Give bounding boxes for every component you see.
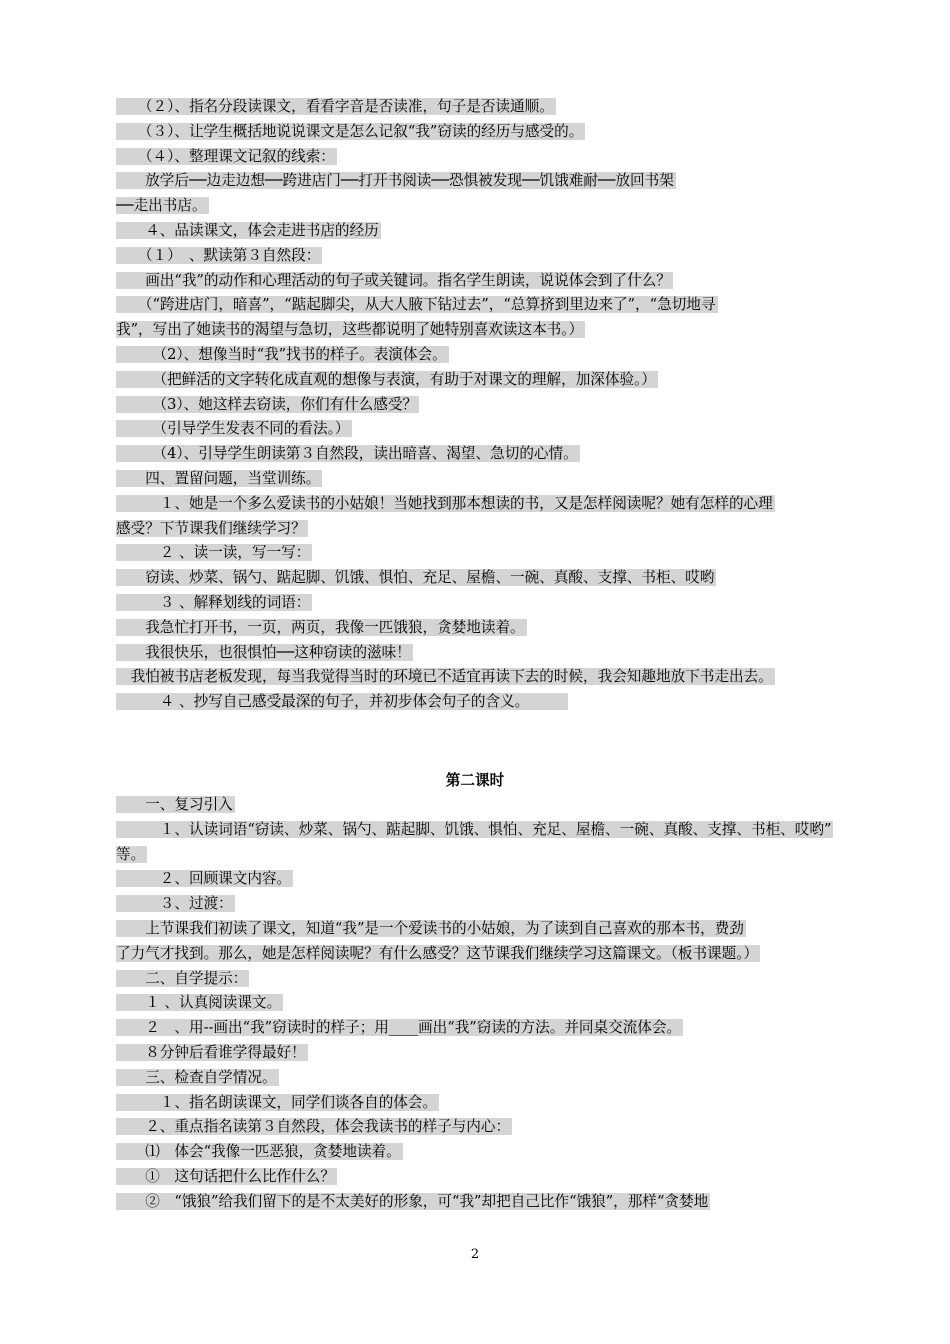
highlighted-text: ① 这句话把什么比作什么？ (116, 1168, 335, 1185)
highlighted-text: 了力气才找到。那么，她是怎样阅读呢？有什么感受？这节课我们继续学习这篇课文。（板书课题。） (116, 944, 759, 962)
text-line (116, 369, 851, 391)
text-line (116, 1067, 851, 1089)
highlighted-text: 三、检查自学情况。 (116, 1068, 277, 1086)
highlighted-text: 等。 (116, 845, 146, 863)
text-line (116, 1141, 851, 1163)
highlighted-text: 二、自学提示： (116, 969, 248, 987)
text-line (116, 1017, 851, 1039)
text-line (116, 394, 851, 416)
highlighted-text: ４、品读课文，体会走进书店的经历 (116, 222, 379, 239)
highlighted-text: 我急忙打开书，一页，两页，我像一匹饿狼，贪婪地读着。 (116, 618, 525, 636)
text-line (116, 96, 851, 118)
highlighted-text: （４）、整理课文记叙的线索： (116, 147, 335, 165)
highlighted-text: ２、重点指名读第３自然段，体会我读书的样子与内心： (116, 1118, 511, 1136)
text-line (116, 893, 851, 915)
text-line (116, 270, 851, 292)
text-line (116, 1042, 851, 1064)
text-line (116, 518, 851, 540)
text-line (116, 592, 851, 614)
text-line (116, 468, 851, 490)
highlighted-text: １ 、认真阅读课文。 (116, 994, 282, 1012)
text-line (116, 245, 851, 267)
highlighted-text: （３）、让学生概括地说说课文是怎么记叙“我”窃读的经历与感受的。 (116, 122, 584, 140)
section-title: 第二课时 (445, 772, 505, 789)
highlighted-text: 画出“我”的动作和心理活动的句子或关键词。指名学生朗读，说说体会到了什么？ (116, 271, 671, 289)
highlighted-text: ４ 、抄写自己感受最深的句子，并初步体会句子的含义。 (116, 693, 566, 711)
text-line (116, 1092, 851, 1114)
highlighted-text: 我”，写出了她读书的渴望与急切，这些都说明了她特别喜欢读这本书。） (116, 321, 584, 339)
text-line (116, 294, 851, 316)
page-number: 2 (470, 1247, 480, 1262)
highlighted-text: 我怕被书店老板发现，每当我觉得当时的环境已不适宜再读下去的时候，我会知趣地放下书走出去。 (116, 668, 773, 686)
text-line (116, 666, 851, 688)
highlighted-text: 窃读、炒菜、锅勺、踮起脚、饥饿、惧怕、充足、屋檐、一碗、真酸、支撑、书柜、哎哟 (116, 569, 715, 587)
highlighted-text: （4）、引导学生朗读第３自然段，读出暗喜、渴望、急切的心情。 (116, 445, 578, 463)
highlighted-text: ──走出书店。 (116, 197, 207, 215)
text-line (116, 968, 851, 990)
highlighted-text: ３、过渡： (116, 895, 233, 913)
text-line (116, 542, 851, 564)
text-line (116, 617, 851, 639)
highlighted-text: 感受？下节课我们继续学习？ (116, 519, 306, 537)
highlighted-text: ３ 、解释划线的词语： (116, 594, 311, 611)
highlighted-text: （１） 、默读第３自然段： (116, 246, 321, 264)
text-line (116, 170, 851, 192)
highlighted-text: ２、回顾课文内容。 (116, 870, 292, 888)
text-line (116, 146, 851, 168)
text-line (116, 418, 851, 440)
text-line (116, 691, 851, 713)
text-line (116, 794, 851, 816)
text-line (116, 943, 851, 965)
highlighted-text: 放学后──边走边想──跨进店门──打开书阅读──恐惧被发现──饥饿难耐──放回书架 (116, 172, 674, 190)
text-line (116, 868, 851, 890)
text-line (116, 1191, 851, 1213)
highlighted-text: ② “饿狼”给我们留下的是不太美好的形象，可“我”却把自己比作“饿狼”，那样“贪婪地 (116, 1192, 709, 1210)
text-line (116, 493, 851, 515)
text-line (116, 344, 851, 366)
highlighted-text: （2）、想像当时“我”找书的样子。表演体会。 (116, 346, 447, 363)
highlighted-text: 上节课我们初读了课文，知道“我”是一个爱读书的小姑娘，为了读到自己喜欢的那本书，费劲 (116, 920, 744, 937)
highlighted-text: １、她是一个多么爱读书的小姑娘！当她找到那本想读的书，又是怎样阅读呢？她有怎样的心理 (116, 494, 773, 512)
highlighted-text: 我很快乐，也很惧怕──这种窃读的滋味！ (116, 643, 411, 661)
text-line (116, 195, 851, 217)
text-line (116, 443, 851, 465)
highlighted-text: 一、复习引入 (116, 796, 233, 813)
highlighted-text: ２ 、用--画出“我”窃读时的样子；用____画出“我”窃读的方法。并同桌交流体会。 (116, 1019, 682, 1037)
text-line (116, 220, 851, 242)
text-line (116, 819, 851, 841)
highlighted-text: １、指名朗读课文，同学们谈各自的体会。 (116, 1093, 438, 1111)
highlighted-text: ⑴ 体会“我像一匹恶狼，贪婪地读着。 (116, 1143, 401, 1161)
highlighted-text: （把鲜活的文字转化成直观的想像与表演，有助于对课文的理解，加深体验。） (116, 370, 656, 388)
highlighted-text: （引导学生发表不同的看法。） (116, 420, 350, 438)
highlighted-text: （3）、她这样去窃读，你们有什么感受？ (116, 395, 418, 413)
text-line (116, 992, 851, 1014)
text-line (116, 567, 851, 589)
text-line (116, 918, 851, 940)
text-line (116, 844, 851, 866)
highlighted-text: １、认读词语“窃读、炒菜、锅勺、踮起脚、饥饿、惧怕、充足、屋檐、一碗、真酸、支撑、书柜、哎哟” (116, 820, 832, 838)
text-line (116, 1166, 851, 1188)
text-line (116, 319, 851, 341)
highlighted-text: 四、置留问题，当堂训练。 (116, 470, 321, 487)
highlighted-text: ２ 、读一读，写一写： (116, 544, 311, 562)
highlighted-text: ８分钟后看谁学得最好！ (116, 1044, 306, 1061)
text-line (116, 121, 851, 143)
text-line (116, 1116, 851, 1138)
text-line (116, 642, 851, 664)
highlighted-text: （２）、指名分段读课文，看看字音是否读准，句子是否读通顺。 (116, 98, 554, 115)
highlighted-text: （“跨进店门，暗喜”，“踮起脚尖，从大人腋下钻过去”，“总算挤到里边来了”，“急切地寻 (116, 296, 716, 314)
